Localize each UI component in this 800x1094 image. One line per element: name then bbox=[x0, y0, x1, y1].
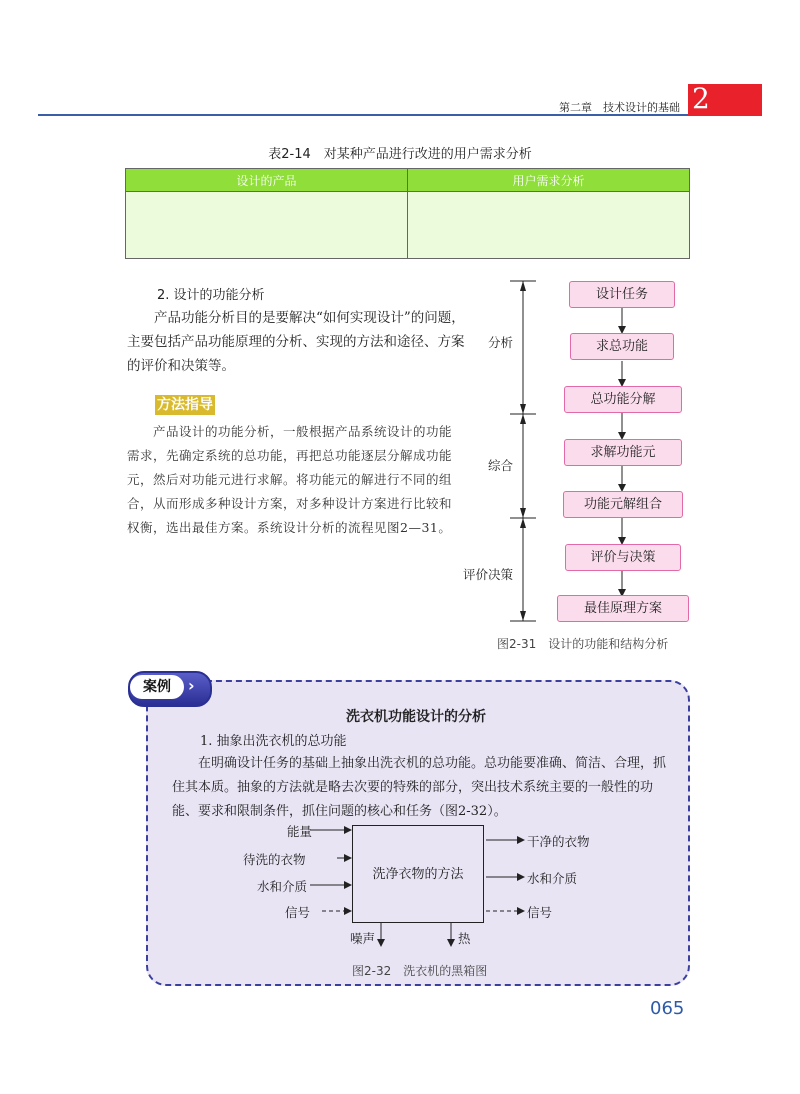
flow-step-design-task: 设计任务 bbox=[569, 281, 675, 308]
section-heading: 2. 设计的功能分析 bbox=[157, 288, 265, 303]
chevron-right-icon: › bbox=[188, 676, 195, 695]
flow-step-function-decomposition: 总功能分解 bbox=[564, 386, 682, 413]
black-box-label: 洗净衣物的方法 bbox=[372, 867, 464, 882]
method-guide-paragraph: 产品设计的功能分析，一般根据产品系统设计的功能需求，先确定系统的总功能，再把总功能逐层分解成功能元，然后对功能元进行求解。将功能元的解进行不同的组合，从而形成多种设计方案，对多种设计方案进行比较和权衡，选出最佳方案。系统设计分析的流程见图2—31。 bbox=[127, 424, 453, 535]
table-header-analysis: 用户需求分析 bbox=[408, 169, 690, 192]
figure-caption: 图2-31 设计的功能和结构分析 bbox=[497, 637, 669, 651]
table-cell bbox=[408, 192, 690, 259]
page-number: 065 bbox=[650, 998, 685, 1019]
table-header-product: 设计的产品 bbox=[126, 169, 408, 192]
figure-caption: 图2-32 洗衣机的黑箱图 bbox=[352, 964, 488, 978]
stage-label-evaluation: 评价决策 bbox=[463, 567, 514, 582]
output-label-noise: 噪声 bbox=[350, 931, 376, 946]
method-guide-tag: 方法指导 bbox=[157, 397, 213, 413]
case-subheading: 1. 抽象出洗衣机的总功能 bbox=[200, 734, 347, 749]
table-row bbox=[126, 192, 690, 259]
output-label-clean-clothes: 干净的衣物 bbox=[527, 834, 590, 849]
section-paragraph: 产品功能分析目的是要解决“如何实现设计”的问题，主要包括产品功能原理的分析、实现的方法和途径、方案的评价和决策等。 bbox=[127, 310, 465, 374]
case-title: 洗衣机功能设计的分析 bbox=[346, 709, 486, 725]
running-title: 第二章 技术设计的基础 bbox=[559, 101, 680, 114]
output-label-water-media: 水和介质 bbox=[527, 871, 578, 886]
stage-label-analysis: 分析 bbox=[488, 335, 514, 350]
output-label-heat: 热 bbox=[458, 931, 471, 946]
flow-step-total-function: 求总功能 bbox=[570, 333, 674, 360]
flow-step-best-scheme: 最佳原理方案 bbox=[557, 595, 689, 622]
stage-label-synthesis: 综合 bbox=[488, 458, 514, 473]
input-label-dirty-clothes: 待洗的衣物 bbox=[243, 852, 306, 867]
chapter-number: 2 bbox=[692, 82, 710, 115]
input-label-energy: 能量 bbox=[287, 824, 313, 839]
input-label-water-media: 水和介质 bbox=[257, 879, 308, 894]
output-label-signal: 信号 bbox=[527, 905, 553, 920]
flow-step-solve-function-elements: 求解功能元 bbox=[564, 439, 682, 466]
requirements-table bbox=[125, 168, 690, 259]
header-rule bbox=[38, 114, 688, 116]
case-tab-label: 案例 bbox=[130, 675, 184, 699]
input-label-signal: 信号 bbox=[285, 905, 311, 920]
table-cell bbox=[126, 192, 408, 259]
flow-step-evaluate-decide: 评价与决策 bbox=[565, 544, 681, 571]
table-caption: 表2-14 对某种产品进行改进的用户需求分析 bbox=[268, 147, 532, 162]
flow-step-combine-solutions: 功能元解组合 bbox=[563, 491, 683, 518]
case-paragraph: 在明确设计任务的基础上抽象出洗衣机的总功能。总功能要准确、简洁、合理，抓住其本质。抽象的方法就是略去次要的特殊的部分，突出技术系统主要的一般性的功能、要求和限制条件，抓住问题的核心和任务（图2-32）。 bbox=[172, 756, 667, 819]
